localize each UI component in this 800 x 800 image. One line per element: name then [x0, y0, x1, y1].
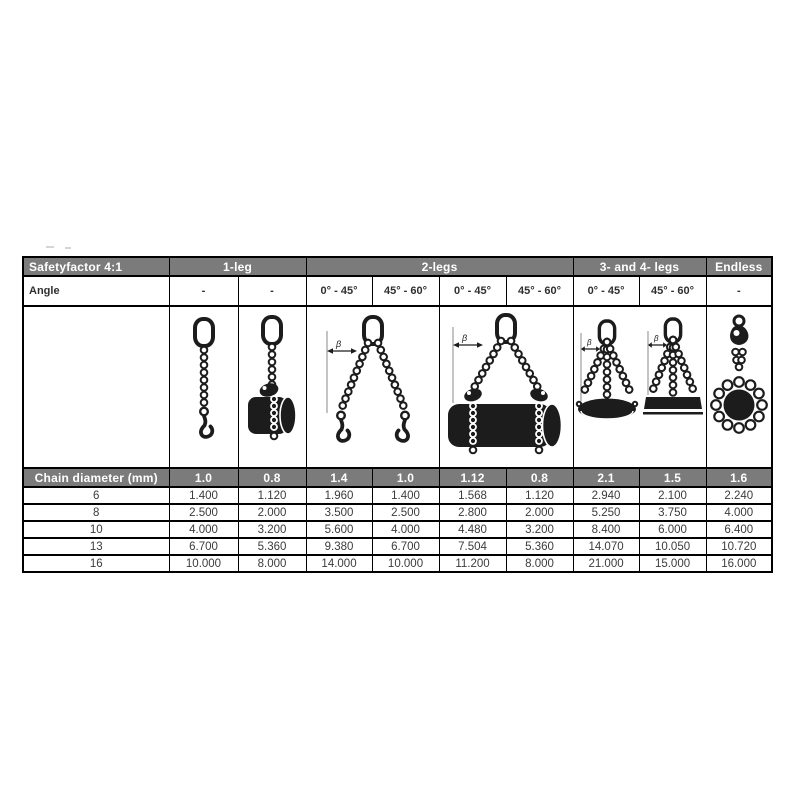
data-cell: 4.000: [372, 521, 439, 538]
factor-cell: 1.0: [169, 468, 238, 487]
endless-sling-illustration: [707, 309, 771, 465]
data-cell: 15.000: [639, 555, 706, 572]
data-cell: 8.000: [506, 555, 573, 572]
angle-symbol-label: β: [335, 339, 341, 349]
factor-cell: 0.8: [238, 468, 306, 487]
data-cell: 1.120: [506, 487, 573, 504]
data-cell: 3.200: [506, 521, 573, 538]
data-cell: 1.960: [306, 487, 372, 504]
diameter-cell: 8: [23, 504, 169, 521]
data-cell: 2.940: [573, 487, 639, 504]
data-cell: 6.000: [639, 521, 706, 538]
header-row: [23, 257, 772, 276]
data-cell: 10.720: [706, 538, 772, 555]
angle-cell: 45° - 60°: [506, 276, 573, 306]
data-cell: 2.100: [639, 487, 706, 504]
data-cell: 4.000: [169, 521, 238, 538]
angle-cell: 45° - 60°: [372, 276, 439, 306]
data-cell: 2.000: [238, 504, 306, 521]
data-cell: 3.200: [238, 521, 306, 538]
data-cell: 16.000: [706, 555, 772, 572]
illustration-cell-two-leg: [306, 306, 439, 468]
data-cell: 6.400: [706, 521, 772, 538]
illustration-cell-one-leg-choked-drum: [238, 306, 306, 468]
factor-cell: 1.4: [306, 468, 372, 487]
two-leg-sling-illustration: [307, 309, 439, 465]
cropped-text-artifact: [46, 246, 54, 248]
group-header-3-4-legs: 3- and 4- legs: [573, 257, 706, 276]
diameter-cell: 16: [23, 555, 169, 572]
data-cell: 6.700: [372, 538, 439, 555]
angle-cell: 45° - 60°: [639, 276, 706, 306]
table-row: [23, 555, 772, 572]
factor-cell: 1.6: [706, 468, 772, 487]
angle-cell: -: [238, 276, 306, 306]
diameter-cell: 10: [23, 521, 169, 538]
data-cell: 10.000: [372, 555, 439, 572]
illustration-cell-two-leg-choked-drum: [439, 306, 573, 468]
illustration-cell-three-four-leg: [573, 306, 706, 468]
data-cell: 2.000: [506, 504, 573, 521]
factor-cell: 1.12: [439, 468, 506, 487]
illustration-cell-one-leg-straight: [169, 306, 238, 468]
data-cell: 14.070: [573, 538, 639, 555]
angle-cell: 0° - 45°: [306, 276, 372, 306]
angle-symbol-label: β: [462, 333, 468, 343]
diameter-cell: 6: [23, 487, 169, 504]
angle-symbol-label: β: [586, 338, 592, 347]
illustration-cell-endless: [706, 306, 772, 468]
data-cell: 4.480: [439, 521, 506, 538]
data-cell: 21.000: [573, 555, 639, 572]
data-cell: 5.360: [238, 538, 306, 555]
three-four-leg-sling-illustration: [574, 309, 706, 465]
data-cell: 7.504: [439, 538, 506, 555]
empty-cell: [23, 306, 169, 468]
data-cell: 8.400: [573, 521, 639, 538]
angle-cell: -: [169, 276, 238, 306]
angle-cell: 0° - 45°: [439, 276, 506, 306]
data-cell: 6.700: [169, 538, 238, 555]
group-header-1-leg: 1-leg: [169, 257, 306, 276]
data-cell: 1.400: [372, 487, 439, 504]
safety-factor-header: Safetyfactor 4:1: [23, 257, 169, 276]
factor-cell: 2.1: [573, 468, 639, 487]
group-header-endless: Endless: [706, 257, 772, 276]
chain-diameter-label: Chain diameter (mm): [23, 468, 169, 487]
table-row: [23, 504, 772, 521]
table-row: [23, 487, 772, 504]
table-row: [23, 538, 772, 555]
data-cell: 2.240: [706, 487, 772, 504]
chain-sling-capacity-table: [22, 256, 773, 573]
angle-symbol-label: β: [653, 334, 659, 343]
factor-cell: 1.0: [372, 468, 439, 487]
data-cell: 2.800: [439, 504, 506, 521]
illustration-row: [23, 306, 772, 468]
factor-cell: 1.5: [639, 468, 706, 487]
diameter-header-row: [23, 468, 772, 487]
angle-cell: -: [706, 276, 772, 306]
data-cell: 5.360: [506, 538, 573, 555]
cropped-text-artifact: [65, 247, 71, 249]
data-cell: 3.500: [306, 504, 372, 521]
angle-cell: 0° - 45°: [573, 276, 639, 306]
data-cell: 11.200: [439, 555, 506, 572]
data-cell: 10.000: [169, 555, 238, 572]
data-cell: 1.120: [238, 487, 306, 504]
one-leg-choked-drum-sling-illustration: [239, 309, 305, 465]
two-leg-choked-drum-sling-illustration: [440, 309, 572, 465]
one-leg-straight-sling-illustration: [171, 309, 237, 465]
factor-cell: 0.8: [506, 468, 573, 487]
data-cell: 3.750: [639, 504, 706, 521]
data-cell: 5.600: [306, 521, 372, 538]
diameter-cell: 13: [23, 538, 169, 555]
data-cell: 10.050: [639, 538, 706, 555]
data-cell: 9.380: [306, 538, 372, 555]
group-header-2-legs: 2-legs: [306, 257, 573, 276]
data-cell: 2.500: [169, 504, 238, 521]
data-cell: 1.568: [439, 487, 506, 504]
data-cell: 2.500: [372, 504, 439, 521]
data-cell: 4.000: [706, 504, 772, 521]
data-cell: 1.400: [169, 487, 238, 504]
data-cell: 5.250: [573, 504, 639, 521]
angle-label: Angle: [23, 276, 169, 306]
data-cell: 14.000: [306, 555, 372, 572]
table-row: [23, 521, 772, 538]
data-cell: 8.000: [238, 555, 306, 572]
angle-row: [23, 276, 772, 306]
